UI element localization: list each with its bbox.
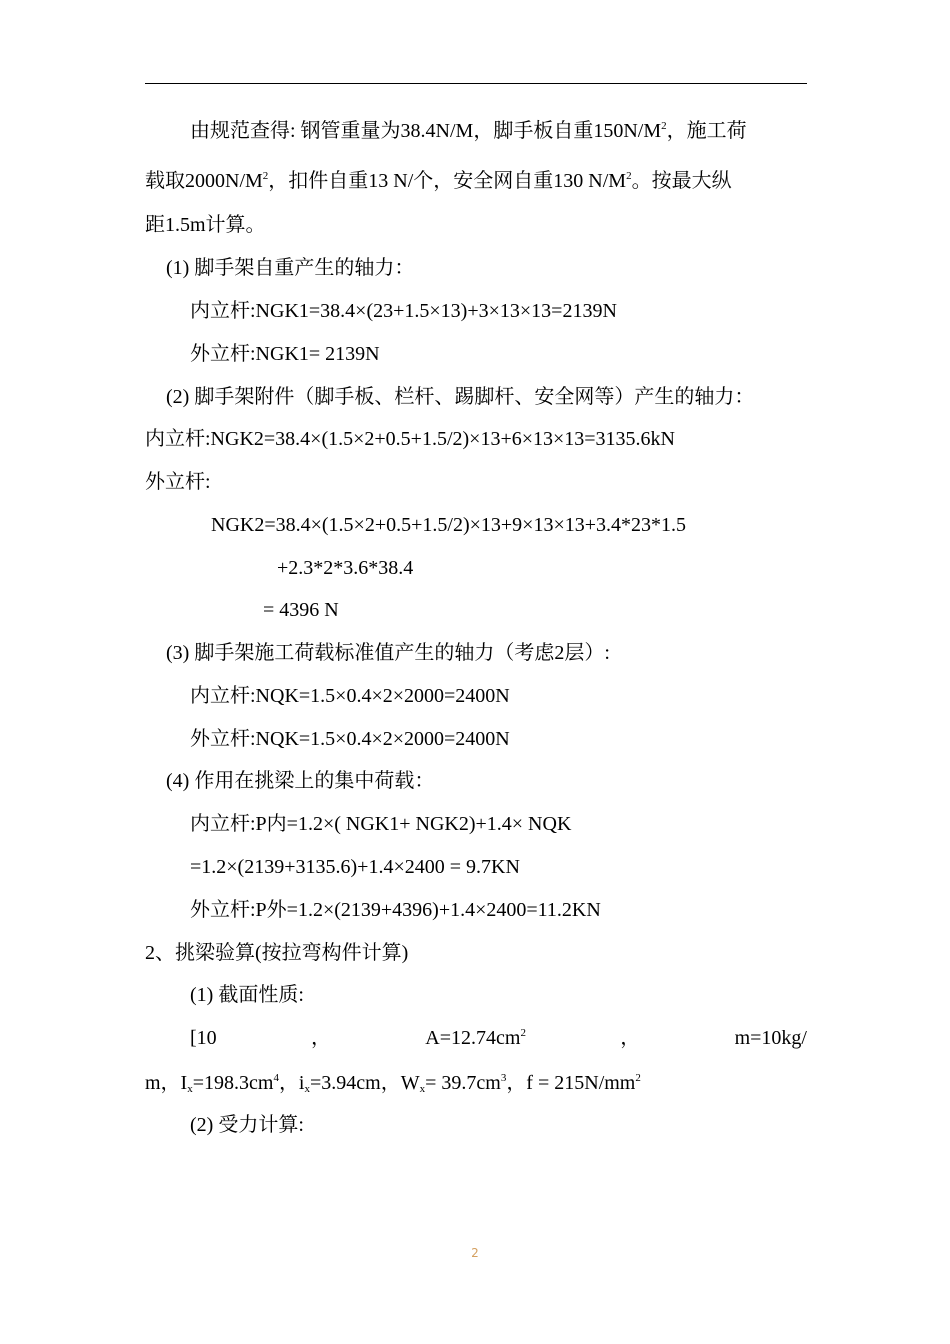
formula-line: 内立杆:NGK1=38.4×(23+1.5×13)+3×13×13=2139N: [190, 300, 617, 322]
section-heading: (4) 作用在挑梁上的集中荷载：: [166, 770, 435, 792]
formula-line: 内立杆:P内=1.2×( NGK1+ NGK2)+1.4× NQK: [190, 813, 572, 835]
header-rule: [145, 83, 807, 84]
formula-line: +2.3*2*3.6*38.4: [277, 557, 414, 579]
formula-line: = 4396 N: [263, 599, 339, 621]
formula-line: 外立杆:P外=1.2×(2139+4396)+1.4×2400=11.2KN: [190, 899, 601, 921]
formula-line: 外立杆:NQK=1.5×0.4×2×2000=2400N: [190, 728, 510, 750]
section-heading: 2、挑梁验算(按拉弯构件计算): [145, 942, 409, 964]
formula-line: =1.2×(2139+3135.6)+1.4×2400 = 9.7KN: [190, 856, 520, 878]
formula-line: 内立杆:NQK=1.5×0.4×2×2000=2400N: [190, 685, 510, 707]
section-properties-line: [10 ， $A=12.74cm^2$ ， m=10kg/: [190, 1027, 807, 1049]
paragraph-line: 由规范查得: 钢管重量为38.4N/M，脚手板自重$150N/M^2$，施工荷: [190, 120, 747, 142]
formula-line: 内立杆:NGK2=38.4×(1.5×2+0.5+1.5/2)×13+6×13×13=3135.6kN: [145, 428, 675, 450]
section-heading: (1) 脚手架自重产生的轴力：: [166, 257, 415, 279]
section-properties-line: m，$I_x=198.3cm^4$，$i_x=3.94cm$，$W_x= 39.7cm^3$，$f = 215N/mm^2$: [145, 1072, 641, 1095]
section-heading: (3) 脚手架施工荷载标准值产生的轴力（考虑2层）:: [166, 642, 610, 664]
page-number: 2: [471, 1246, 479, 1260]
section-heading: (2) 脚手架附件（脚手板、栏杆、踢脚杆、安全网等）产生的轴力：: [166, 386, 755, 408]
section-heading: (2) 受力计算:: [190, 1114, 304, 1136]
formula-line: NGK2=38.4×(1.5×2+0.5+1.5/2)×13+9×13×13+3.4*23*1.5: [211, 514, 686, 536]
section-heading: (1) 截面性质:: [190, 984, 304, 1006]
paragraph-line: 载取$2000N/M^2$，扣件自重13 N/个，安全网自重130 $N/M^2$。按最大纵: [145, 170, 732, 192]
formula-line: 外立杆:NGK1= 2139N: [190, 343, 380, 365]
paragraph-line: 距1.5m计算。: [145, 214, 266, 236]
formula-line: 外立杆:: [145, 471, 211, 493]
